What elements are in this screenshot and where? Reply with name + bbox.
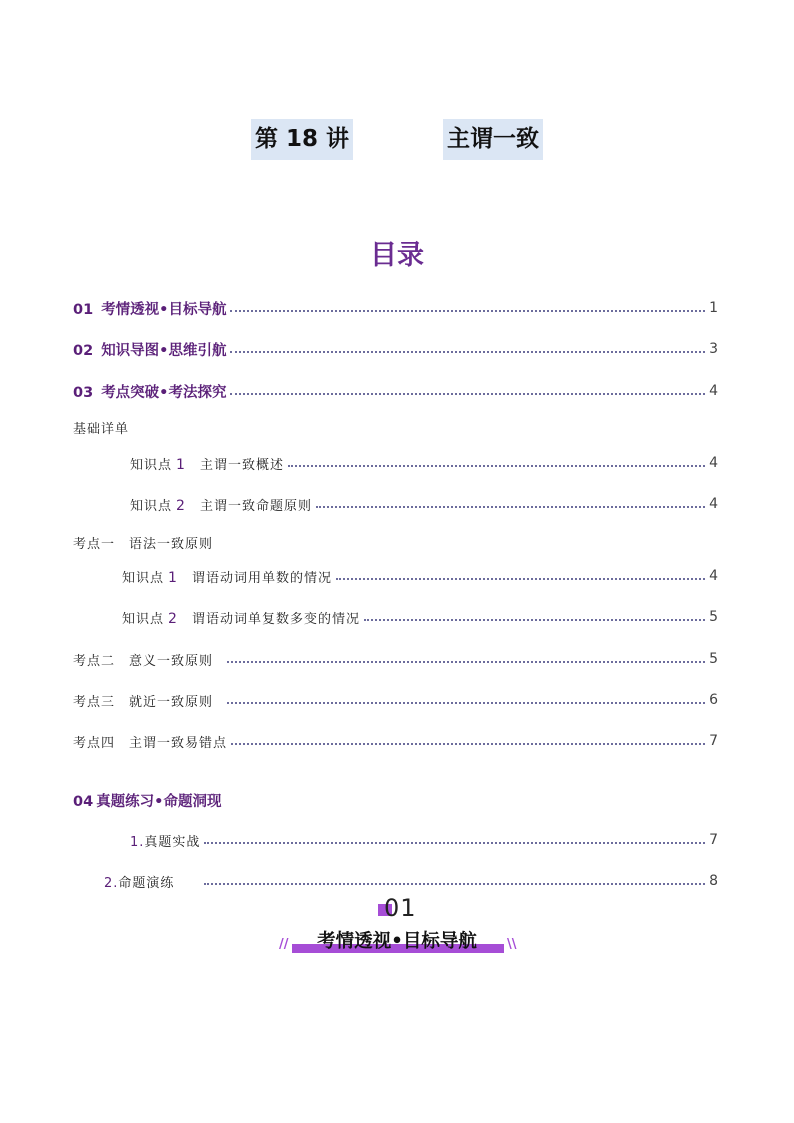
banner-slash-left: //	[279, 937, 289, 952]
dot-leader	[230, 310, 705, 312]
toc-page-number: 7	[709, 733, 718, 749]
toc-entry-04-2[interactable]	[104, 871, 718, 891]
toc-entry-number: 1	[176, 456, 186, 473]
toc-entry-01[interactable]	[73, 298, 718, 318]
toc-entry-point1-k1[interactable]	[122, 566, 718, 586]
toc-entry-prefix: 知识点	[122, 611, 165, 627]
dot-leader	[231, 743, 705, 745]
toc-page-number: 4	[709, 383, 718, 399]
banner-slash-right: \\	[507, 937, 517, 952]
toc-entry-04[interactable]	[73, 790, 221, 810]
toc-page-number: 3	[709, 341, 718, 357]
toc-entry-number: 02	[73, 342, 94, 359]
toc-entry-prefix: 知识点	[122, 570, 165, 586]
toc-heading: 目录	[370, 240, 424, 271]
toc-page-number: 4	[709, 568, 718, 584]
dot-leader	[227, 661, 705, 663]
dot-leader	[227, 702, 705, 704]
toc-entry-prefix: 知识点	[130, 498, 173, 514]
toc-entry-label: 真题练习•命题洞现	[96, 793, 222, 810]
toc-entry-label: 谓语动词单复数多变的情况	[191, 611, 360, 627]
toc-entry-02[interactable]	[73, 339, 718, 359]
toc-entry-label: 考点二 意义一致原则	[73, 653, 214, 669]
lecture-topic: 主谓一致	[443, 119, 543, 160]
toc-page-number: 5	[709, 609, 718, 625]
toc-page-number: 8	[709, 873, 718, 889]
toc-entry-number: 1.	[130, 834, 145, 850]
toc-entry-number: 04	[73, 793, 94, 810]
dot-leader	[204, 842, 705, 844]
toc-page-number: 7	[709, 832, 718, 848]
toc-entry-label: 知识导图•思维引航	[101, 342, 227, 359]
toc-group-point1: 考点一 语法一致原则	[73, 537, 214, 552]
toc-entry-number: 2	[176, 497, 186, 514]
toc-page-number: 1	[709, 300, 718, 316]
toc-entry-label: 命题演练	[118, 875, 175, 891]
toc-page-number: 5	[709, 651, 718, 667]
toc-entry-prefix: 知识点	[130, 457, 173, 473]
toc-entry-number: 1	[168, 569, 178, 586]
toc-entry-label: 考点突破•考法探究	[101, 384, 227, 401]
toc-entry-point1-k2[interactable]	[122, 607, 718, 627]
toc-group-basic: 基础详单	[73, 422, 130, 437]
dot-leader	[230, 351, 705, 353]
banner-number: 01	[384, 894, 417, 922]
banner-title: 考情透视•目标导航	[317, 931, 477, 952]
toc-entry-point3[interactable]	[73, 690, 718, 710]
toc-entry-label: 考情透视•目标导航	[101, 301, 227, 318]
lecture-title	[0, 119, 794, 160]
lecture-number: 第 18 讲	[251, 119, 353, 160]
toc-entry-number: 01	[73, 301, 94, 318]
toc-entry-number: 2	[168, 610, 178, 627]
dot-leader	[316, 506, 705, 508]
toc-entry-label: 考点三 就近一致原则	[73, 694, 214, 710]
toc-entry-basic-k2[interactable]	[130, 494, 718, 514]
toc-entry-number: 03	[73, 384, 94, 401]
toc-entry-label: 主谓一致命题原则	[199, 498, 312, 514]
toc-entry-point2[interactable]	[73, 649, 718, 669]
toc-page-number: 4	[709, 455, 718, 471]
toc-entry-number: 2.	[104, 875, 119, 891]
toc-entry-label: 真题实战	[144, 834, 201, 850]
toc-entry-label: 谓语动词用单数的情况	[191, 570, 332, 586]
toc-entry-label: 考点四 主谓一致易错点	[73, 735, 228, 751]
toc-page-number: 4	[709, 496, 718, 512]
toc-entry-basic-k1[interactable]	[130, 453, 718, 473]
toc-entry-03[interactable]	[73, 381, 718, 401]
toc-entry-point4[interactable]	[73, 731, 718, 751]
dot-leader	[230, 393, 705, 395]
dot-leader	[288, 465, 705, 467]
dot-leader	[364, 619, 705, 621]
section-banner	[0, 893, 794, 963]
title-gap	[361, 119, 435, 160]
toc-entry-04-1[interactable]	[130, 830, 718, 850]
toc-entry-label: 主谓一致概述	[199, 457, 284, 473]
dot-leader	[204, 883, 705, 885]
dot-leader	[336, 578, 705, 580]
toc-page-number: 6	[709, 692, 718, 708]
